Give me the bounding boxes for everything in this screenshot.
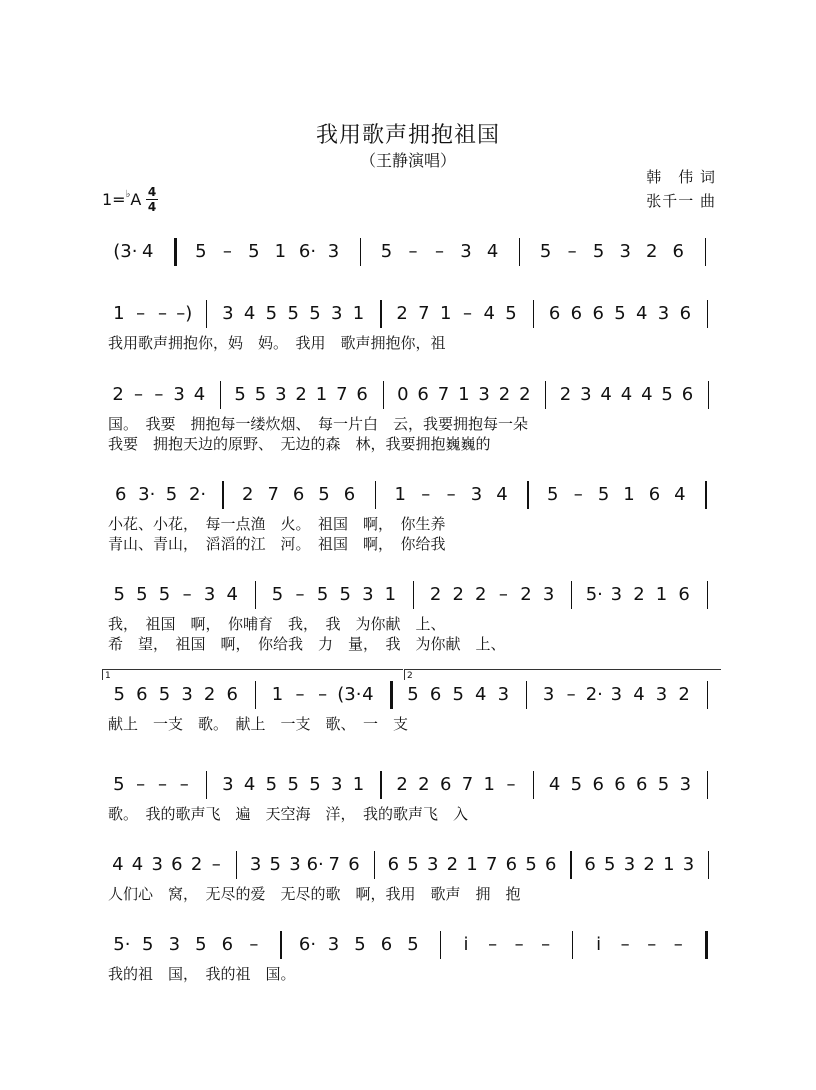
note: 7 bbox=[336, 384, 348, 405]
note: 3 bbox=[497, 684, 510, 705]
notation-staff bbox=[108, 240, 718, 268]
sustain-dash: – bbox=[295, 584, 305, 605]
volta-second-ending: 2 bbox=[404, 669, 721, 680]
note: 2 bbox=[396, 303, 408, 324]
barline bbox=[280, 931, 281, 959]
note: 4 bbox=[131, 854, 144, 875]
lyric-line: 国。 我要 拥抱每一缕炊烟、 每一片白 云，我要拥抱每一朵 bbox=[108, 415, 529, 433]
note: 3 bbox=[222, 303, 234, 324]
note: 4 bbox=[483, 303, 495, 324]
barline bbox=[255, 681, 256, 709]
barline bbox=[533, 771, 534, 799]
note: 2 bbox=[396, 774, 408, 795]
note: 4 bbox=[496, 484, 508, 505]
note: 6 bbox=[636, 774, 648, 795]
sustain-dash: – bbox=[462, 303, 472, 324]
note: 5 bbox=[604, 854, 616, 875]
note: 3 bbox=[542, 684, 555, 705]
volta-first-ending: 1 bbox=[102, 669, 403, 680]
lyric-line: 青山、青山， 滔滔的江 河。 祖国 啊， 你给我 bbox=[108, 535, 446, 553]
note: 2 bbox=[559, 384, 572, 405]
barline bbox=[707, 681, 708, 709]
barline bbox=[413, 581, 414, 609]
note: 5 bbox=[525, 854, 537, 875]
notation-staff bbox=[108, 683, 718, 711]
sustain-dash: – bbox=[421, 484, 431, 505]
note: 3 bbox=[460, 241, 472, 262]
note: 1 bbox=[458, 384, 470, 405]
barline bbox=[440, 931, 441, 959]
sustain-dash: – bbox=[157, 774, 167, 795]
note: 2 bbox=[418, 774, 430, 795]
note: 3 bbox=[610, 584, 623, 605]
note: 4 bbox=[112, 854, 124, 875]
note: 2 bbox=[112, 384, 124, 405]
sustain-dash: – bbox=[318, 684, 328, 705]
note: 5 bbox=[113, 774, 125, 795]
note: 1 bbox=[384, 584, 397, 605]
note: 6 bbox=[678, 584, 690, 605]
note: 2 bbox=[429, 584, 442, 605]
note: 1 bbox=[663, 854, 675, 875]
note: 6 bbox=[681, 384, 694, 405]
note: 6 bbox=[387, 854, 400, 875]
note: 4 bbox=[633, 684, 645, 705]
sustain-dash: – bbox=[249, 934, 259, 955]
note: 5 bbox=[407, 854, 419, 875]
note: 5 bbox=[407, 934, 419, 955]
note: 2· bbox=[188, 484, 207, 505]
note: 7 bbox=[267, 484, 279, 505]
note: 4 bbox=[674, 484, 686, 505]
sustain-dash: – bbox=[647, 934, 657, 955]
note: 5· bbox=[113, 934, 131, 955]
barline bbox=[206, 771, 207, 799]
note: 3 bbox=[362, 584, 374, 605]
sustain-dash: – bbox=[673, 934, 683, 955]
sustain-dash: – bbox=[566, 684, 576, 705]
note: 5 bbox=[165, 484, 178, 505]
note: 3 bbox=[249, 854, 262, 875]
note: 6 bbox=[505, 854, 518, 875]
note: 3 bbox=[610, 684, 623, 705]
note: 3 bbox=[327, 934, 340, 955]
composer-credit: 张千一 曲 bbox=[646, 192, 716, 210]
note: 2 bbox=[678, 684, 690, 705]
barline bbox=[571, 581, 572, 609]
note: 4 bbox=[548, 774, 561, 795]
note: 5 bbox=[661, 384, 673, 405]
note: 3 bbox=[327, 241, 340, 262]
note: 3 bbox=[478, 384, 490, 405]
note: 4 bbox=[475, 684, 487, 705]
sustain-dash: – bbox=[620, 934, 630, 955]
sustain-dash: – bbox=[567, 241, 577, 262]
note: i bbox=[463, 934, 469, 955]
note: 5 bbox=[354, 934, 366, 955]
note: 5 bbox=[614, 303, 626, 324]
note: 6 bbox=[343, 484, 356, 505]
note: 2 bbox=[190, 854, 203, 875]
barline bbox=[705, 238, 706, 266]
score-title: 我用歌声拥抱祖国 bbox=[315, 123, 500, 148]
note: 3 bbox=[203, 584, 216, 605]
sustain-dash: – bbox=[446, 484, 456, 505]
note: 6 bbox=[592, 774, 604, 795]
note: 6 bbox=[226, 684, 238, 705]
sustain-dash: – bbox=[295, 684, 305, 705]
key-signature bbox=[102, 190, 141, 209]
lyric-line: 人们心 窝， 无尽的爱 无尽的歌 啊，我用 歌声 拥 抱 bbox=[108, 885, 521, 903]
note: 4 bbox=[600, 384, 612, 405]
note: 5 bbox=[195, 241, 207, 262]
note: 6 bbox=[417, 384, 429, 405]
note: 2 bbox=[498, 384, 511, 405]
barline bbox=[708, 381, 709, 409]
note: 3 bbox=[168, 934, 181, 955]
barline bbox=[375, 481, 376, 509]
note: 1 bbox=[466, 854, 478, 875]
key-note: A bbox=[130, 190, 142, 209]
note: 5 bbox=[547, 484, 559, 505]
note: 1 bbox=[352, 303, 365, 324]
note: 7 bbox=[461, 774, 474, 795]
sustain-dash: – bbox=[157, 303, 167, 324]
note: 3 bbox=[470, 484, 483, 505]
note: 2 bbox=[520, 584, 532, 605]
sustain-dash: – bbox=[211, 854, 221, 875]
repeat-barline bbox=[705, 931, 708, 959]
sustain-dash: – bbox=[222, 241, 232, 262]
note: 6 bbox=[114, 484, 127, 505]
sustain-dash: – bbox=[179, 774, 189, 795]
note: 6· bbox=[298, 241, 317, 262]
note: 5 bbox=[113, 684, 125, 705]
sustain-dash: – bbox=[573, 484, 583, 505]
barline bbox=[705, 481, 706, 509]
barline bbox=[572, 931, 573, 959]
note: 5 bbox=[407, 684, 419, 705]
note: 1 bbox=[271, 684, 284, 705]
note: 5 bbox=[539, 241, 552, 262]
note: 3 bbox=[655, 684, 668, 705]
barline bbox=[380, 771, 381, 799]
note: (3· bbox=[113, 241, 138, 262]
lyric-line: 我用歌声拥抱你，妈 妈。 我用 歌声拥抱你，祖 bbox=[108, 334, 446, 352]
note: 3· bbox=[138, 484, 156, 505]
note: 5· bbox=[585, 584, 603, 605]
note: 6 bbox=[292, 484, 305, 505]
sustain-dash: – bbox=[136, 774, 146, 795]
note: 2 bbox=[645, 241, 658, 262]
note: 5 bbox=[318, 484, 330, 505]
sustain-dash: – bbox=[154, 384, 164, 405]
note: 5 bbox=[269, 854, 281, 875]
note: 1 bbox=[352, 774, 365, 795]
note: 6 bbox=[348, 854, 360, 875]
flat-icon: ♭ bbox=[125, 188, 131, 200]
note: 3 bbox=[619, 241, 631, 262]
note: 6 bbox=[672, 241, 684, 262]
sustain-dash: – bbox=[498, 584, 508, 605]
barline bbox=[707, 300, 708, 328]
note: 4 bbox=[193, 384, 206, 405]
note: –) bbox=[176, 303, 193, 324]
note: 5 bbox=[271, 584, 284, 605]
notation-staff bbox=[108, 302, 718, 330]
repeat-barline bbox=[390, 681, 393, 709]
note: 5 bbox=[195, 934, 207, 955]
note: i bbox=[596, 934, 602, 955]
time-signature: 4 4 bbox=[147, 185, 157, 214]
sustain-dash: – bbox=[541, 934, 551, 955]
note: 5 bbox=[265, 774, 278, 795]
notation-staff bbox=[108, 583, 718, 611]
note: 2· bbox=[585, 684, 603, 705]
note: 6 bbox=[548, 303, 561, 324]
sustain-dash: – bbox=[435, 241, 445, 262]
note: 2 bbox=[633, 584, 645, 605]
note: 2 bbox=[242, 484, 254, 505]
note: 5 bbox=[309, 303, 321, 324]
note: 1 bbox=[113, 303, 125, 324]
score-subtitle: （王静演唱） bbox=[359, 151, 456, 170]
note: 6 bbox=[545, 854, 557, 875]
note: 1 bbox=[315, 384, 328, 405]
note: 4 bbox=[243, 303, 256, 324]
barline bbox=[383, 381, 384, 409]
notation-staff bbox=[108, 933, 718, 961]
note: 4 bbox=[142, 241, 154, 262]
note: 3 bbox=[275, 384, 287, 405]
note: 1 bbox=[655, 584, 668, 605]
barline bbox=[527, 481, 528, 509]
barline bbox=[206, 300, 207, 328]
lyric-line: 我， 祖国 啊， 你哺育 我， 我 为你献 上、 bbox=[108, 615, 446, 633]
sustain-dash: – bbox=[514, 934, 524, 955]
note: 4 bbox=[243, 774, 256, 795]
barline bbox=[220, 381, 221, 409]
note: 2 bbox=[295, 384, 307, 405]
note: 7 bbox=[328, 854, 340, 875]
note: 5 bbox=[248, 241, 260, 262]
note: 6 bbox=[614, 774, 626, 795]
note: 3 bbox=[151, 854, 163, 875]
note: 6 bbox=[171, 854, 183, 875]
note: 6 bbox=[584, 854, 596, 875]
note: 6 bbox=[380, 934, 393, 955]
note: 5 bbox=[287, 303, 299, 324]
note: 5 bbox=[158, 684, 171, 705]
note: 3 bbox=[580, 384, 592, 405]
note: 6· bbox=[298, 934, 317, 955]
sustain-dash: – bbox=[488, 934, 498, 955]
lyric-line: 希 望， 祖国 啊， 你给我 力 量， 我 为你献 上、 bbox=[108, 635, 506, 653]
note: 6 bbox=[592, 303, 604, 324]
note: 2 bbox=[475, 584, 487, 605]
note: 4 bbox=[226, 584, 238, 605]
note: 4 bbox=[636, 303, 648, 324]
note: 4 bbox=[620, 384, 633, 405]
note: 3 bbox=[331, 774, 343, 795]
barline bbox=[707, 771, 708, 799]
note: 6 bbox=[679, 303, 692, 324]
note: 1 bbox=[623, 484, 635, 505]
note: 3 bbox=[222, 774, 234, 795]
note: 6 bbox=[356, 384, 368, 405]
note: 5 bbox=[452, 684, 464, 705]
note: 5 bbox=[265, 303, 278, 324]
note: 5 bbox=[136, 584, 148, 605]
note: (3· bbox=[337, 684, 362, 705]
note: 1 bbox=[439, 303, 452, 324]
lyric-line: 小花、小花， 每一点渔 火。 祖国 啊， 你生养 bbox=[108, 515, 446, 533]
note: 3 bbox=[331, 303, 343, 324]
barline bbox=[236, 851, 237, 879]
barline bbox=[533, 300, 534, 328]
note: 6 bbox=[439, 774, 452, 795]
notation-staff bbox=[108, 773, 718, 801]
key-label: 1= bbox=[102, 190, 126, 209]
note: 3 bbox=[173, 384, 185, 405]
note: 1 bbox=[483, 774, 495, 795]
note: 1 bbox=[274, 241, 287, 262]
lyric-line: 我要 拥抱天边的原野、 无边的森 林，我要拥抱巍巍的 bbox=[108, 435, 491, 453]
sustain-dash: – bbox=[408, 241, 418, 262]
notation-staff bbox=[108, 383, 718, 411]
note: 5 bbox=[234, 384, 246, 405]
barline bbox=[708, 851, 709, 879]
note: 2 bbox=[519, 384, 531, 405]
repeat-barline bbox=[174, 238, 177, 266]
sustain-dash: – bbox=[134, 384, 143, 405]
note: 5 bbox=[380, 241, 393, 262]
note: 3 bbox=[181, 684, 193, 705]
barline bbox=[545, 381, 546, 409]
note: 4 bbox=[362, 684, 374, 705]
lyric-line: 献上 一支 歌。 献上 一支 歌、 一 支 bbox=[108, 715, 409, 733]
barline bbox=[707, 581, 708, 609]
note: 2 bbox=[446, 854, 459, 875]
note: 2 bbox=[452, 584, 464, 605]
note: 6 bbox=[136, 684, 148, 705]
notation-staff bbox=[108, 483, 718, 511]
lyric-line: 歌。 我的歌声飞 遍 天空海 洋， 我的歌声飞 入 bbox=[108, 805, 469, 823]
note: 6 bbox=[429, 684, 442, 705]
note: 5 bbox=[309, 774, 321, 795]
note: 3 bbox=[679, 774, 692, 795]
barline bbox=[360, 238, 361, 266]
note: 3 bbox=[426, 854, 439, 875]
barline bbox=[380, 300, 381, 328]
note: 3 bbox=[623, 854, 636, 875]
barline bbox=[519, 238, 520, 266]
barline bbox=[570, 851, 571, 879]
note: 4 bbox=[486, 241, 499, 262]
note: 5 bbox=[339, 584, 351, 605]
note: 2 bbox=[643, 854, 655, 875]
lyricist-credit: 韩 伟 词 bbox=[646, 168, 716, 186]
note: 5 bbox=[158, 584, 171, 605]
barline bbox=[222, 481, 223, 509]
note: 6 bbox=[570, 303, 583, 324]
note: 7 bbox=[437, 384, 450, 405]
sustain-dash: – bbox=[506, 774, 516, 795]
sustain-dash: – bbox=[182, 584, 192, 605]
note: 5 bbox=[657, 774, 670, 795]
note: 5 bbox=[597, 484, 610, 505]
note: 2 bbox=[203, 684, 216, 705]
note: 7 bbox=[418, 303, 430, 324]
note: 1 bbox=[394, 484, 406, 505]
barline bbox=[255, 581, 256, 609]
note: 5 bbox=[113, 584, 125, 605]
note: 5 bbox=[316, 584, 329, 605]
note: 3 bbox=[682, 854, 695, 875]
note: 4 bbox=[641, 384, 653, 405]
note: 5 bbox=[570, 774, 583, 795]
note: 5 bbox=[592, 241, 605, 262]
notation-staff bbox=[108, 853, 718, 881]
note: 3 bbox=[657, 303, 670, 324]
note: 5 bbox=[287, 774, 299, 795]
note: 6 bbox=[221, 934, 234, 955]
note: 3 bbox=[542, 584, 555, 605]
barline bbox=[374, 851, 375, 879]
note: 5 bbox=[505, 303, 517, 324]
barline bbox=[526, 681, 527, 709]
note: 6 bbox=[648, 484, 661, 505]
sustain-dash: – bbox=[136, 303, 146, 324]
note: 3 bbox=[289, 854, 301, 875]
note: 7 bbox=[485, 854, 498, 875]
lyric-line: 我的祖 国， 我的祖 国。 bbox=[108, 965, 296, 983]
note: 6· bbox=[306, 854, 324, 875]
note: 5 bbox=[142, 934, 154, 955]
note: 0 bbox=[397, 384, 409, 405]
note: 5 bbox=[254, 384, 267, 405]
